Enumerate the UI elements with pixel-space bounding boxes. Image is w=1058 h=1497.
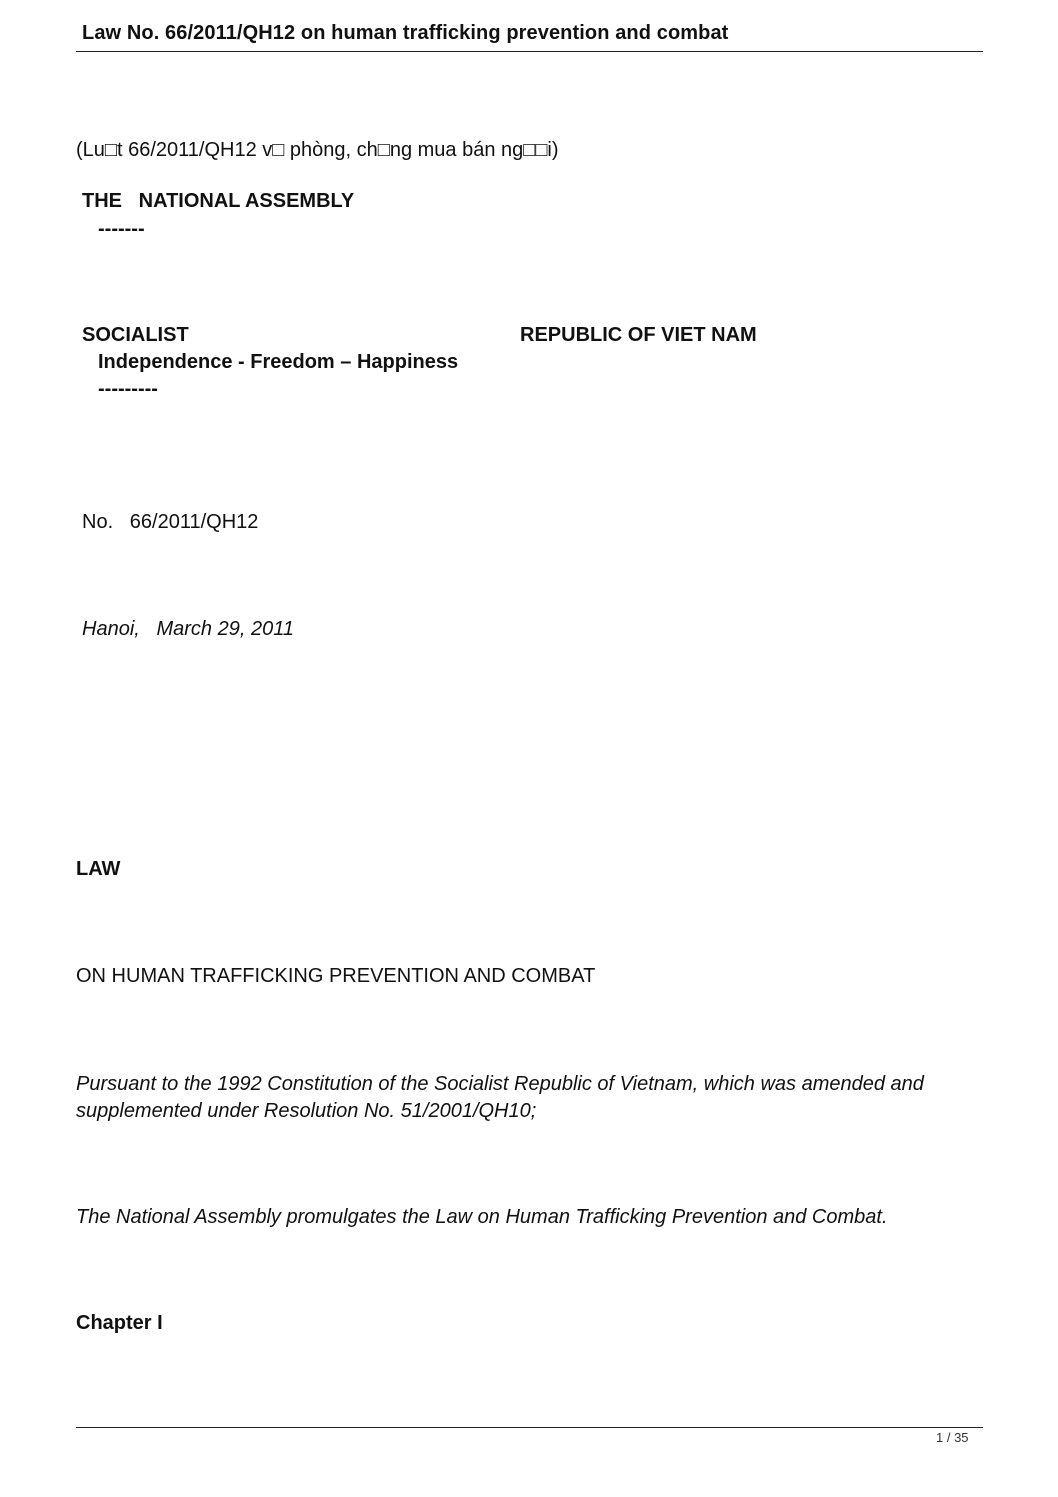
- footer-rule: [76, 1427, 983, 1428]
- chapter-heading: Chapter I: [76, 1312, 163, 1334]
- pursuant-clause: Pursuant to the 1992 Constitution of the Socialist Republic of Vietnam, which was amended and supplemented under Resolution No. 51/2001/QH10;: [76, 1073, 924, 1122]
- document-header-title: Law No. 66/2011/QH12 on human trafficking prevention and combat: [82, 22, 729, 44]
- promulgation-clause: The National Assembly promulgates the Law on Human Trafficking Prevention and Combat.: [76, 1206, 888, 1228]
- page-number: 1 / 35: [936, 1430, 969, 1445]
- country-name-left: SOCIALIST: [82, 324, 189, 346]
- national-motto: Independence - Freedom – Happiness: [98, 351, 459, 373]
- place-and-date: Hanoi, March 29, 2011: [82, 618, 294, 640]
- country-name-right: REPUBLIC OF VIET NAM: [520, 324, 757, 346]
- issuer-name: THE NATIONAL ASSEMBLY: [82, 190, 355, 212]
- document-number: No. 66/2011/QH12: [82, 511, 259, 533]
- issuer-separator: -------: [98, 218, 145, 240]
- header-rule: [76, 51, 983, 52]
- law-subject: ON HUMAN TRAFFICKING PREVENTION AND COMBAT: [76, 965, 596, 987]
- law-heading: LAW: [76, 858, 121, 880]
- motto-separator: ---------: [98, 378, 158, 400]
- vietnamese-subtitle: (Lu□t 66/2011/QH12 v□ phòng, ch□ng mua bán ng□□i): [76, 139, 559, 161]
